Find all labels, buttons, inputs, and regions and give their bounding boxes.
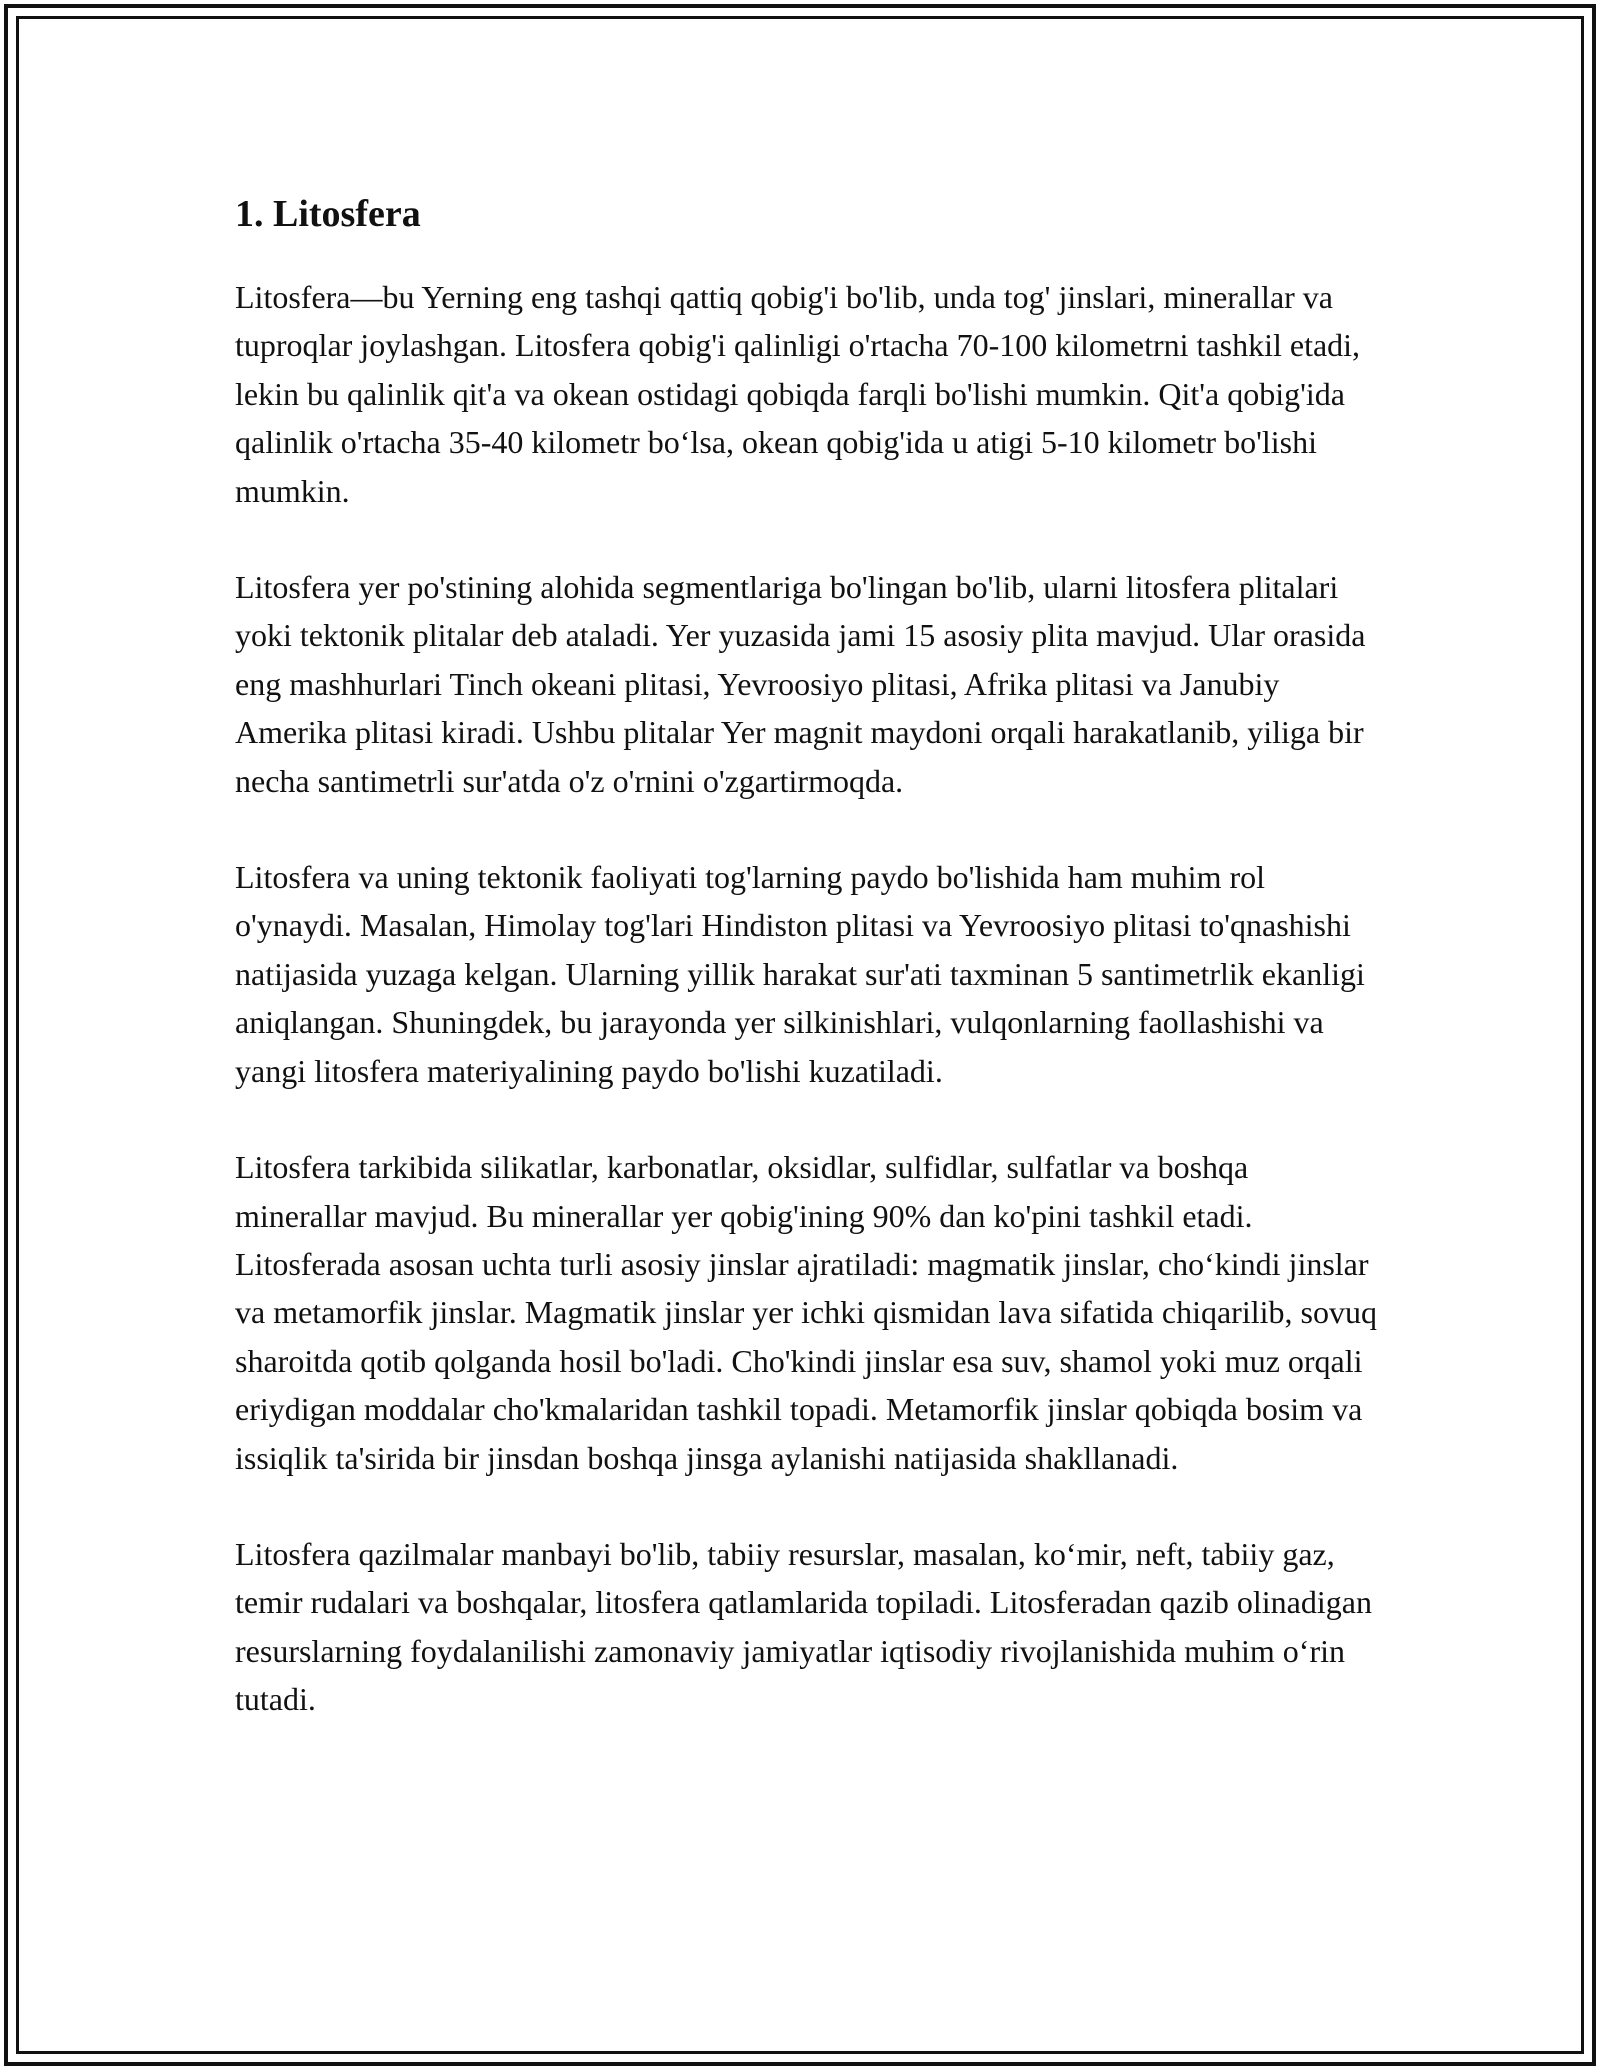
paragraph-3: Litosfera va uning tektonik faoliyati tog'larning paydo bo'lishida ham muhim rol o'ynaydi. Masalan, Himolay tog'lari Hindiston plitasi va Yevroosiyo plitasi to'qnashishi natijasida yuzaga kelgan. Ularning yillik harakat sur'ati taxminan 5 santimetrlik ekanligi aniqlangan. Shuningdek, bu jarayonda yer silkinishlari, vulqonlarning faollashishi va yangi litosfera materiyalining paydo bo'lishi kuzatiladi. bbox=[235, 859, 1365, 1089]
paragraph-4: Litosfera tarkibida silikatlar, karbonatlar, oksidlar, sulfidlar, sulfatlar va boshqa minerallar mavjud. Bu minerallar yer qobig'ining 90% dan ko'pini tashkil etadi. Litosferada asosan uchta turli asosiy jinslar ajratiladi: magmatik jinslar, cho‘kindi jinslar va metamorfik jinslar. Magmatik jinslar yer ichki qismidan lava sifatida chiqarilib, sovuq sharoitda qotib qolganda hosil bo'ladi. Cho'kindi jinslar esa suv, shamol yoki muz orqali eriydigan moddalar cho'kmalaridan tashkil topadi. Metamorfik jinslar qobiqda bosim va issiqlik ta'sirida bir jinsdan boshqa jinsga aylanishi natijasida shakllanadi. bbox=[235, 1149, 1377, 1476]
paragraph-2: Litosfera yer po'stining alohida segmentlariga bo'lingan bo'lib, ularni litosfera plitalari yoki tektonik plitalar deb ataladi. Yer yuzasida jami 15 asosiy plita mavjud. Ular orasida eng mashhurlari Tinch okeani plitasi, Yevroosiyo plitasi, Afrika plitasi va Janubiy Amerika plitasi kiradi. Ushbu plitalar Yer magnit maydoni orqali harakatlanib, yiliga bir necha santimetrli sur'atda o'z o'rnini o'zgartirmoqda. bbox=[235, 569, 1366, 799]
paragraph-5: Litosfera qazilmalar manbayi bo'lib, tabiiy resurslar, masalan, ko‘mir, neft, tabiiy gaz, temir rudalari va boshqalar, litosfera qatlamlarida topiladi. Litosferadan qazib olinadigan resurslarning foydalanilishi zamonaviy jamiyatlar iqtisodiy rivojlanishida muhim o‘rin tutadi. bbox=[235, 1535, 1372, 1718]
document-body bbox=[235, 188, 1380, 1772]
section-heading: 1. Litosfera bbox=[235, 193, 421, 235]
paragraph-1: Litosfera—bu Yerning eng tashqi qattiq qobig'i bo'lib, unda tog' jinslari, minerallar va tuproqlar joylashgan. Litosfera qobig'i qalinligi o'rtacha 70-100 kilometrni tashkil etadi, lekin bu qalinlik qit'a va okean ostidagi qobiqda farqli bo'lishi mumkin. Qit'a qobig'ida qalinlik o'rtacha 35-40 kilometr bo‘lsa, okean qobig'ida u atigi 5-10 kilometr bo'lishi mumkin. bbox=[235, 279, 1361, 509]
